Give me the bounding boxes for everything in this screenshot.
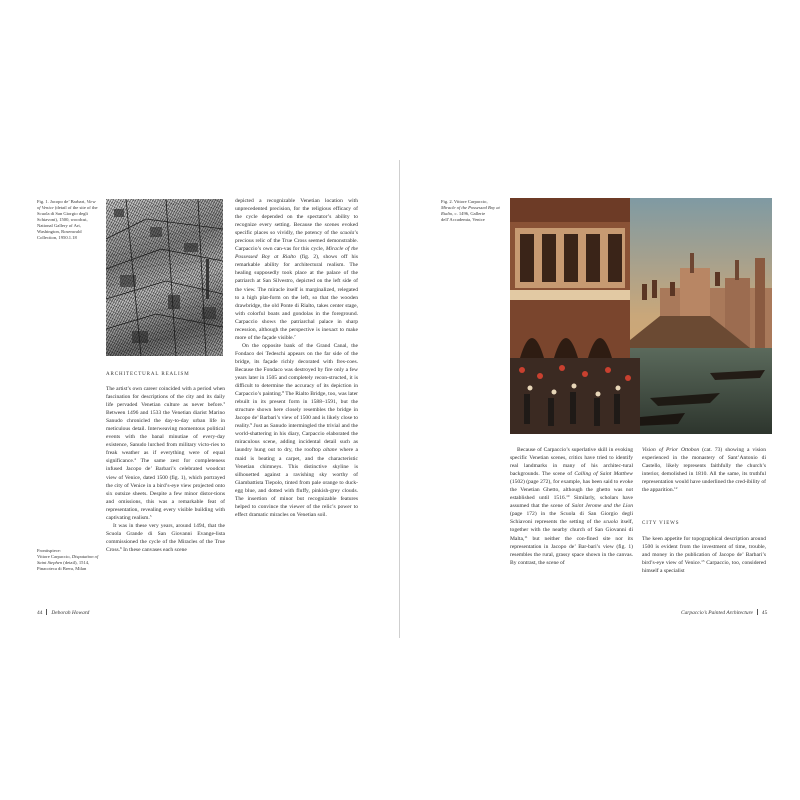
paragraph: The artist’s own career coincided with a period when fascination for descriptions of the city and its daily life pervaded Venetian culture as never before.$^3$ Between 1496 and 1533 the Venetian diarist Marino Sanudo chronicled the day-to-day urban life in meticulous detail. Interweaving momentous political events with the banal minutiae of every-day existence, Sanudo lurched from military victo-ries to freak weather as if everything were of equal significance.$^4$ The same zest for completeness infused Jacopo de’ Barbari’s celebrated woodcut view of Venice, dated 1500 (fig. 1), which portrayed the city of Venice in a bird’s-eye view projected onto six outsize sheets. Despite a few minor distor-tions and omissions, this was a remarkable feat of representation, revealing every visible building with captivating realism.$^5$ (106, 386, 225, 521)
folio-separator (46, 609, 47, 615)
paragraph: On the opposite bank of the Grand Canal, the Fondaco dei Tedeschi appears on the far side of the bridge, its façade richly decorated with fres-coes. Because the Fondaco was destroyed by fire only a few years later in 1505 and completely recon-structed, it is difficult to determine the accuracy of its depiction in Carpaccio’s painting.$^8$ The Rialto Bridge, too, was later rebuilt in its present form in 1588–1591, but the structure shown here closely resembles the bridge in Jacopo de’ Barbari’s view of 1500 and is likely close to reality.$^9$ Just as Sanudo intermingled the trivial and the world-shattering in his diary, Carpaccio elaborated the miraculous scene, adding incidental detail such as laundry hung out to dry, the rooftop altane where a maid is beating a carpet, and the characteristic Venetian chimneys. This distinctive skyline is silhouetted against a ravishing sky worthy of Giambattista Tiepolo, tinted from pale orange to duck-egg blue, and dotted with fluffy, pinkish-grey clouds. The insertion of minor but recognizable features helped to convince the viewer of the relic’s power to effect dramatic miracles on Venetian soil. (235, 342, 358, 518)
right-text-column-1 (510, 446, 633, 567)
frontispiece-caption: Frontispiece: Vittore Carpaccio, Disputation of Saint Stephen (detail), 1514, Pinacoteca di Brera, Milan (37, 548, 99, 571)
folio-separator (757, 609, 758, 615)
paragraph: It was in these very years, around 1494, that the Scuola Grande di San Giovanni Evange-lista commissioned the cycle of the Miracles of the True Cross.$^6$ In these canvases each scene (106, 522, 225, 553)
fig1-woodcut-image (106, 199, 223, 356)
running-head-title: Carpaccio’s Painted Architecture (681, 610, 753, 616)
paragraph: The keen appetite for topographical description around 1500 is evident from the investment of time, trouble, and money in the publication of Jacopo de’ Barbari’s bird’s-eye view of Venice.$^{13}$ Carpaccio, too, considered himself a specialist (642, 536, 767, 575)
right-text-column-2 (642, 446, 766, 494)
left-text-column-1 (106, 385, 225, 554)
section-heading-architectural-realism: ARCHITECTURAL REALISM (106, 372, 190, 377)
left-text-column-2 (235, 197, 358, 519)
section-heading-city-views: CITY VIEWS (642, 521, 680, 526)
page-number: 45 (761, 610, 768, 616)
painting-drawing (510, 198, 772, 434)
paragraph: Vision of Prior Ottobon (cat. 73) showing a vision experienced in the monastery of Sant’Antonio di Castello, likely represents faithfully the church’s interior, demolished in 1810. All the same, its truthful representation would have underlined the cred-ibility of the apparition.$^{12}$ (642, 447, 766, 494)
paragraph: depicted a recognizable Venetian location with unprecedented precision, for the religious efficacy of the cycle depended on the spectator’s ability to recognize every setting. Because the scenes evoked specific places so vividly, the potency of the scuola’s precious relic of the True Cross seemed demonstrable. Carpaccio’s own can-vas for this cycle, Miracle of the Possessed Boy at Rialto (fig. 2), shows off his remarkable ability for architectural realism. The healing supposedly took place at the palace of the patriarch at San Silvestro, depicted on the left side of the view. The miracle itself is marginalized, relegated to a high plat-form on the left, so that the wooden drawbridge, the old Ponte di Rialto, takes center stage, with colorful boats and gondolas in the foreground. Carpaccio shows the patriarchal palace in sharp recession, although the perspective is inexact to make more of the façade visible.$^7$ (235, 198, 358, 341)
fig1-caption: Fig. 1. Jacopo de’ Barbari, View of Venice (detail of the site of the Scuola di San Giorgio degli Schiavoni), 1500, woodcut, National Gallery of Art, Washington, Rosenwald Collection, 1950.1.18 (37, 199, 98, 240)
spine-gutter (399, 160, 400, 638)
running-head-author: Deborah Howard (51, 610, 90, 616)
paragraph: Because of Carpaccio’s superlative skill in evoking specific Venetian scenes, critics have tried to identify real landmarks in many of his architec-tural backgrounds. The scene of Calling of Saint Matthew (1502) (page 272), for example, has been said to evoke the Venetian Ghetto, although the ghetto was not established until 1516.10 Similarly, scholars have assumed that the scene of Saint Jerome and the Lion (page 172) in the Scuola di San Giorgio degli Schiavoni represents the setting of the scuola itself, together with the nearby church of San Giovanni di Malta,$^{11}$ but neither the con-fined site nor its representation in Jacopo de’ Bar-bari’s view (fig. 1) resembles the rural, grassy space shown in the canvas. By contrast, the scene of (510, 447, 633, 566)
woodcut-drawing (106, 199, 223, 356)
fig2-caption: Fig. 2. Vittore Carpaccio, Miracle of the Possessed Boy at Rialto, c. 1496, Gallerie dell’Accademia, Venice (441, 199, 500, 222)
left-page (0, 0, 399, 800)
left-folio (37, 609, 89, 616)
right-folio (681, 609, 767, 616)
page-number: 44 (37, 610, 43, 616)
right-text-column-2b (642, 535, 766, 575)
fig2-painting-image (510, 198, 772, 434)
